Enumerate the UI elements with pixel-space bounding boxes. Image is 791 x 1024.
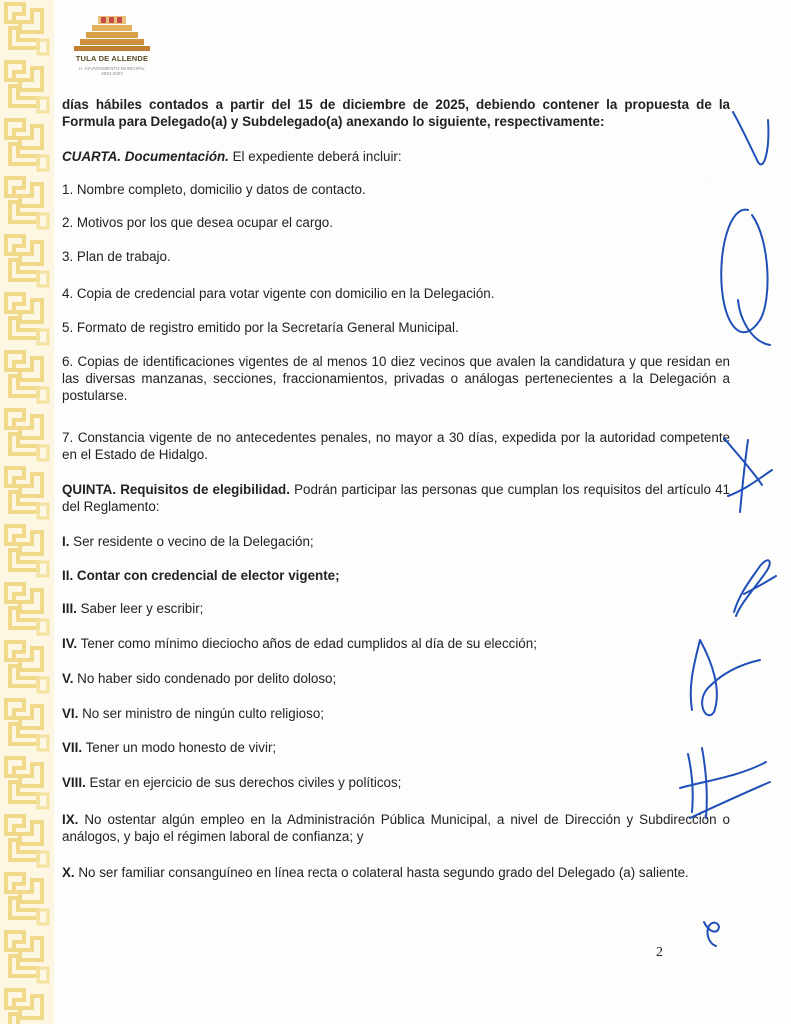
requirement-item: X. No ser familiar consanguíneo en línea recta o colateral hasta segundo grado del Delegado (a) saliente. <box>62 865 689 880</box>
quinta-heading: QUINTA. Requisitos de elegibilidad. <box>62 482 290 497</box>
cuarta-text: El expediente deberá incluir: <box>228 149 402 164</box>
document-item: 5. Formato de registro emitido por la Secretaría General Municipal. <box>62 320 459 335</box>
requirement-item: V. No haber sido condenado por delito doloso; <box>62 671 337 686</box>
decorative-border <box>0 0 54 1024</box>
requirement-item: VI. No ser ministro de ningún culto religioso; <box>62 706 324 721</box>
signature-3 <box>724 438 772 512</box>
quinta-text: Podrán participar las personas que cumplan los requisitos del artículo 41 del Reglamento: <box>62 482 730 514</box>
intro-paragraph: días hábiles contados a partir del 15 de diciembre de 2025, debiendo contener la propuesta de la Formula para Delegado(a) y Subdelegado(a) anexando lo siguiente, respectivamente: <box>62 97 730 129</box>
page-number: 2 <box>656 945 663 960</box>
signature-4 <box>734 560 776 616</box>
logo-subtitle: H. AYUNTAMIENTO MUNICIPAL 2024-2027 <box>79 66 145 76</box>
requirement-item: IX. No ostentar algún empleo en la Administración Pública Municipal, a nivel de Dirección y Subdirección o análogos, y bajo el régimen laboral de confianza; y <box>62 812 730 844</box>
requirement-item: VII. Tener un modo honesto de vivir; <box>62 740 277 755</box>
requirement-item: VIII. Estar en ejercicio de sus derechos civiles y políticos; <box>62 775 402 790</box>
cuarta-paragraph <box>62 148 730 165</box>
document-item: 6. Copias de identificaciones vigentes de al menos 10 diez vecinos que avalen la candidatura y que residan en las diversas manzanas, secciones, fraccionamientos, privadas o análogas pertenecientes a la Delegación a postularse. <box>62 354 730 403</box>
document-item: 1. Nombre completo, domicilio y datos de contacto. <box>62 182 366 197</box>
logo-name: TULA DE ALLENDE <box>75 54 149 63</box>
faint-mark: · · · <box>706 180 716 186</box>
initial-mark <box>704 922 719 946</box>
municipal-logo <box>70 12 154 78</box>
signature-1 <box>733 112 768 164</box>
pyramid-logo-icon <box>70 12 154 54</box>
requirement-item: II. Contar con credencial de elector vigente; <box>62 568 340 583</box>
document-item: 3. Plan de trabajo. <box>62 249 171 264</box>
requirement-item: IV. Tener como mínimo dieciocho años de edad cumplidos al día de su elección; <box>62 636 537 651</box>
document-item: 4. Copia de credencial para votar vigente con domicilio en la Delegación. <box>62 286 495 301</box>
document-item: 2. Motivos por los que desea ocupar el cargo. <box>62 215 333 230</box>
quinta-paragraph <box>62 481 730 515</box>
document-item: 7. Constancia vigente de no antecedentes penales, no mayor a 30 días, expedida por la autoridad competente en el Estado de Hidalgo. <box>62 430 730 462</box>
requirement-item: I. Ser residente o vecino de la Delegación; <box>62 534 314 549</box>
cuarta-heading: CUARTA. Documentación. <box>62 149 229 164</box>
requirement-item: III. Saber leer y escribir; <box>62 601 204 616</box>
